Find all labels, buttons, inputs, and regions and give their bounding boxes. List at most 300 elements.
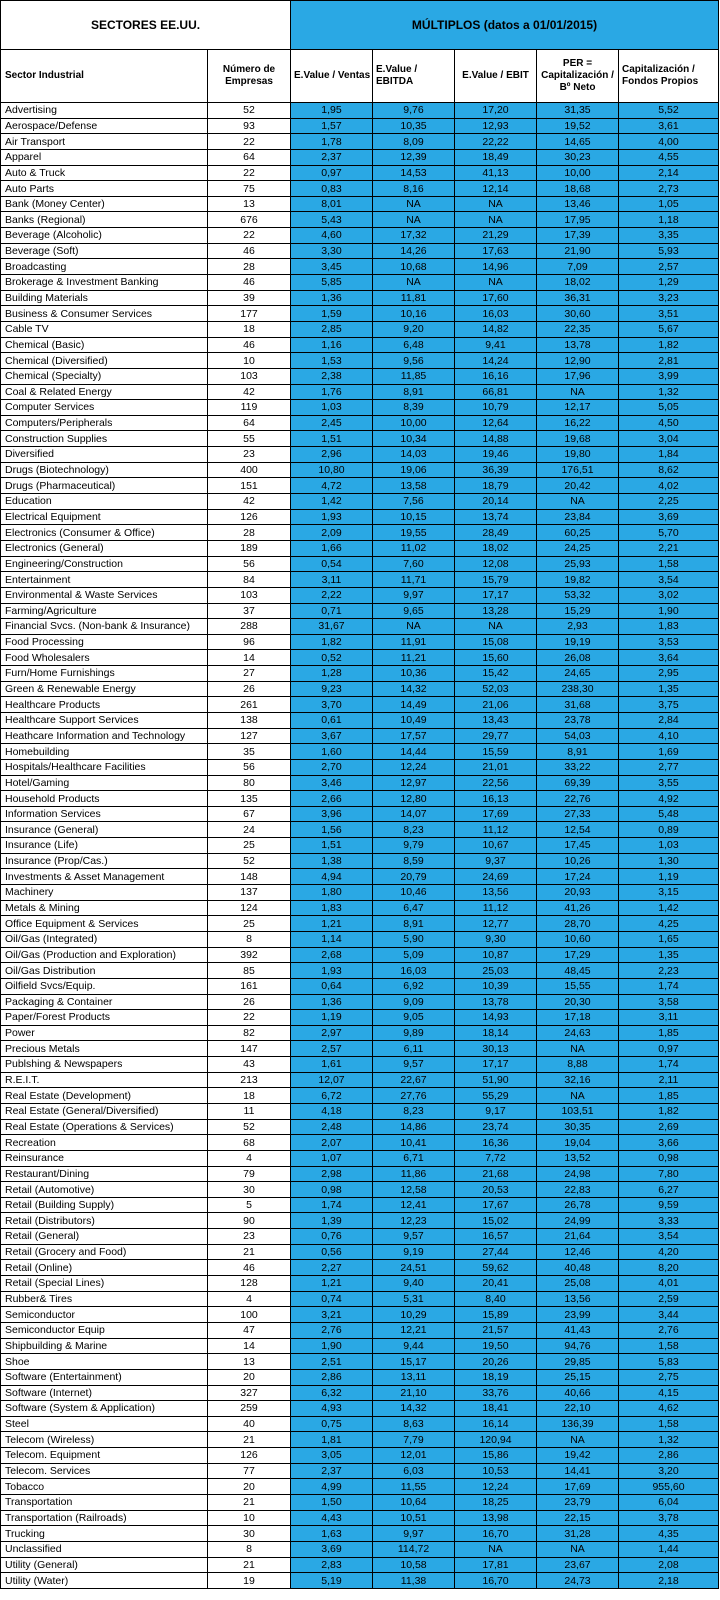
num-firms-cell: 8 <box>208 1541 291 1557</box>
sector-name-cell: Auto & Truck <box>1 165 208 181</box>
num-firms-cell: 261 <box>208 697 291 713</box>
cap-equity-cell: 5,52 <box>619 103 719 119</box>
ev-sales-cell: 2,45 <box>291 415 373 431</box>
num-firms-cell: 42 <box>208 384 291 400</box>
sector-name-cell: Telecom. Equipment <box>1 1448 208 1464</box>
table-row <box>1 1354 719 1370</box>
sector-name-cell: Oil/Gas Distribution <box>1 963 208 979</box>
cap-equity-cell: 8,20 <box>619 1260 719 1276</box>
num-firms-cell: 676 <box>208 212 291 228</box>
ev-sales-cell: 1,93 <box>291 509 373 525</box>
per-cell: 20,93 <box>537 885 619 901</box>
sector-name-cell: Computer Services <box>1 400 208 416</box>
table-row <box>1 243 719 259</box>
cap-equity-cell: 2,76 <box>619 1322 719 1338</box>
per-cell: 10,60 <box>537 931 619 947</box>
cap-equity-cell: 3,02 <box>619 587 719 603</box>
ev-sales-cell: 3,67 <box>291 728 373 744</box>
ev-ebit-cell: 21,01 <box>455 759 537 775</box>
ev-ebit-cell: 15,79 <box>455 572 537 588</box>
cap-equity-cell: 5,67 <box>619 321 719 337</box>
ev-sales-cell: 0,52 <box>291 650 373 666</box>
sector-name-cell: Chemical (Diversified) <box>1 353 208 369</box>
num-firms-cell: 259 <box>208 1401 291 1417</box>
ev-ebit-cell: 15,60 <box>455 650 537 666</box>
ev-ebit-cell: 12,64 <box>455 415 537 431</box>
sector-name-cell: Insurance (Prop/Cas.) <box>1 853 208 869</box>
sector-name-cell: Software (Entertainment) <box>1 1369 208 1385</box>
ev-ebit-cell: 18,49 <box>455 149 537 165</box>
num-firms-cell: 52 <box>208 853 291 869</box>
table-row <box>1 759 719 775</box>
per-cell: 14,41 <box>537 1463 619 1479</box>
per-cell: 2,93 <box>537 619 619 635</box>
table-row <box>1 634 719 650</box>
ev-sales-cell: 6,32 <box>291 1385 373 1401</box>
ev-ebitda-cell: 114,72 <box>373 1541 455 1557</box>
ev-sales-cell: 1,60 <box>291 744 373 760</box>
sector-name-cell: Trucking <box>1 1526 208 1542</box>
ev-ebit-cell: 18,19 <box>455 1369 537 1385</box>
ev-ebitda-cell: 11,86 <box>373 1166 455 1182</box>
sector-name-cell: Real Estate (General/Diversified) <box>1 1104 208 1120</box>
ev-ebit-cell: 12,93 <box>455 118 537 134</box>
ev-ebitda-cell: 19,06 <box>373 462 455 478</box>
num-firms-cell: 138 <box>208 712 291 728</box>
ev-ebit-cell: 17,17 <box>455 1057 537 1073</box>
ev-ebitda-cell: 9,76 <box>373 103 455 119</box>
sector-name-cell: Semiconductor Equip <box>1 1322 208 1338</box>
table-row <box>1 118 719 134</box>
num-firms-cell: 4 <box>208 1291 291 1307</box>
sector-name-cell: Real Estate (Operations & Services) <box>1 1119 208 1135</box>
ev-sales-cell: 3,11 <box>291 572 373 588</box>
per-cell: 17,24 <box>537 869 619 885</box>
cap-equity-cell: 3,53 <box>619 634 719 650</box>
ev-ebit-cell: NA <box>455 275 537 291</box>
sector-name-cell: Furn/Home Furnishings <box>1 666 208 682</box>
per-cell: 13,52 <box>537 1150 619 1166</box>
num-firms-cell: 64 <box>208 415 291 431</box>
cap-equity-cell: 4,01 <box>619 1276 719 1292</box>
ev-ebit-cell: 22,56 <box>455 775 537 791</box>
ev-ebitda-cell: 8,16 <box>373 181 455 197</box>
ev-ebitda-cell: 6,47 <box>373 900 455 916</box>
ev-ebitda-cell: NA <box>373 196 455 212</box>
sector-name-cell: Restaurant/Dining <box>1 1166 208 1182</box>
cap-equity-cell: 3,99 <box>619 368 719 384</box>
sector-name-cell: Telecom (Wireless) <box>1 1432 208 1448</box>
table-row <box>1 1401 719 1417</box>
table-row <box>1 1479 719 1495</box>
ev-ebitda-cell: 27,76 <box>373 1088 455 1104</box>
ev-ebitda-cell: 9,44 <box>373 1338 455 1354</box>
col-header-ev-sales: E.Value / Ventas <box>291 50 373 103</box>
table-row <box>1 447 719 463</box>
ev-sales-cell: 2,70 <box>291 759 373 775</box>
ev-ebitda-cell: 14,32 <box>373 1401 455 1417</box>
col-header-sector: Sector Industrial <box>1 50 208 103</box>
cap-equity-cell: 2,86 <box>619 1448 719 1464</box>
ev-sales-cell: 1,81 <box>291 1432 373 1448</box>
num-firms-cell: 22 <box>208 165 291 181</box>
per-cell: 26,78 <box>537 1197 619 1213</box>
table-row <box>1 1322 719 1338</box>
cap-equity-cell: 4,55 <box>619 149 719 165</box>
ev-ebit-cell: 16,16 <box>455 368 537 384</box>
ev-ebit-cell: 14,96 <box>455 259 537 275</box>
sector-name-cell: Retail (Automotive) <box>1 1182 208 1198</box>
ev-ebitda-cell: 14,49 <box>373 697 455 713</box>
cap-equity-cell: 1,69 <box>619 744 719 760</box>
sector-name-cell: Information Services <box>1 806 208 822</box>
per-cell: 41,43 <box>537 1322 619 1338</box>
cap-equity-cell: 4,35 <box>619 1526 719 1542</box>
num-firms-cell: 27 <box>208 666 291 682</box>
ev-sales-cell: 0,61 <box>291 712 373 728</box>
ev-sales-cell: 10,80 <box>291 462 373 478</box>
num-firms-cell: 14 <box>208 1338 291 1354</box>
cap-equity-cell: 1,32 <box>619 384 719 400</box>
ev-ebitda-cell: 9,09 <box>373 994 455 1010</box>
table-row <box>1 1541 719 1557</box>
per-cell: 31,68 <box>537 697 619 713</box>
per-cell: 12,17 <box>537 400 619 416</box>
ev-ebitda-cell: 10,41 <box>373 1135 455 1151</box>
ev-ebitda-cell: 14,44 <box>373 744 455 760</box>
ev-sales-cell: 1,28 <box>291 666 373 682</box>
title-row <box>1 1 719 50</box>
sector-name-cell: Transportation (Railroads) <box>1 1510 208 1526</box>
ev-ebitda-cell: 12,01 <box>373 1448 455 1464</box>
ev-ebit-cell: 21,06 <box>455 697 537 713</box>
ev-ebit-cell: 7,72 <box>455 1150 537 1166</box>
col-header-ev-ebitda: E.Value / EBITDA <box>373 50 455 103</box>
per-cell: 8,91 <box>537 744 619 760</box>
ev-ebitda-cell: 8,39 <box>373 400 455 416</box>
cap-equity-cell: 1,18 <box>619 212 719 228</box>
ev-ebit-cell: 17,81 <box>455 1557 537 1573</box>
ev-ebit-cell: 16,03 <box>455 306 537 322</box>
per-cell: 60,25 <box>537 525 619 541</box>
sector-name-cell: Healthcare Products <box>1 697 208 713</box>
cap-equity-cell: 5,70 <box>619 525 719 541</box>
ev-sales-cell: 5,43 <box>291 212 373 228</box>
cap-equity-cell: 1,32 <box>619 1432 719 1448</box>
per-cell: 24,63 <box>537 1025 619 1041</box>
ev-ebit-cell: 14,82 <box>455 321 537 337</box>
ev-ebit-cell: 29,77 <box>455 728 537 744</box>
ev-ebit-cell: 15,02 <box>455 1213 537 1229</box>
ev-sales-cell: 0,71 <box>291 603 373 619</box>
num-firms-cell: 84 <box>208 572 291 588</box>
ev-sales-cell: 3,45 <box>291 259 373 275</box>
ev-sales-cell: 3,69 <box>291 1541 373 1557</box>
sector-name-cell: Unclassified <box>1 1541 208 1557</box>
sector-name-cell: Drugs (Pharmaceutical) <box>1 478 208 494</box>
table-row <box>1 1057 719 1073</box>
cap-equity-cell: 7,80 <box>619 1166 719 1182</box>
sector-name-cell: Hotel/Gaming <box>1 775 208 791</box>
sector-name-cell: Electronics (Consumer & Office) <box>1 525 208 541</box>
ev-ebit-cell: 13,43 <box>455 712 537 728</box>
ev-ebitda-cell: 11,02 <box>373 540 455 556</box>
table-row <box>1 791 719 807</box>
table-row <box>1 1182 719 1198</box>
num-firms-cell: 37 <box>208 603 291 619</box>
sector-name-cell: Chemical (Specialty) <box>1 368 208 384</box>
sector-name-cell: Reinsurance <box>1 1150 208 1166</box>
num-firms-cell: 30 <box>208 1182 291 1198</box>
cap-equity-cell: 1,90 <box>619 603 719 619</box>
table-row <box>1 525 719 541</box>
ev-sales-cell: 2,09 <box>291 525 373 541</box>
sector-name-cell: Aerospace/Defense <box>1 118 208 134</box>
table-row <box>1 1495 719 1511</box>
num-firms-cell: 80 <box>208 775 291 791</box>
cap-equity-cell: 1,74 <box>619 1057 719 1073</box>
cap-equity-cell: 2,77 <box>619 759 719 775</box>
sector-name-cell: Brokerage & Investment Banking <box>1 275 208 291</box>
ev-sales-cell: 1,53 <box>291 353 373 369</box>
ev-ebitda-cell: 11,21 <box>373 650 455 666</box>
sector-name-cell: Precious Metals <box>1 1041 208 1057</box>
ev-ebit-cell: 8,40 <box>455 1291 537 1307</box>
per-cell: 17,39 <box>537 228 619 244</box>
num-firms-cell: 26 <box>208 994 291 1010</box>
ev-ebit-cell: 16,70 <box>455 1526 537 1542</box>
table-row <box>1 1088 719 1104</box>
cap-equity-cell: 5,83 <box>619 1354 719 1370</box>
sector-name-cell: Recreation <box>1 1135 208 1151</box>
per-cell: 23,99 <box>537 1307 619 1323</box>
ev-ebit-cell: 28,49 <box>455 525 537 541</box>
sector-name-cell: Education <box>1 494 208 510</box>
ev-ebitda-cell: 6,11 <box>373 1041 455 1057</box>
cap-equity-cell: 1,35 <box>619 681 719 697</box>
ev-ebit-cell: 18,02 <box>455 540 537 556</box>
per-cell: 53,32 <box>537 587 619 603</box>
cap-equity-cell: 2,21 <box>619 540 719 556</box>
ev-ebitda-cell: NA <box>373 212 455 228</box>
per-cell: 33,22 <box>537 759 619 775</box>
ev-sales-cell: 1,90 <box>291 1338 373 1354</box>
ev-ebitda-cell: 10,51 <box>373 1510 455 1526</box>
sector-name-cell: Homebuilding <box>1 744 208 760</box>
ev-ebit-cell: 13,28 <box>455 603 537 619</box>
ev-ebitda-cell: 13,11 <box>373 1369 455 1385</box>
ev-sales-cell: 0,83 <box>291 181 373 197</box>
ev-sales-cell: 1,39 <box>291 1213 373 1229</box>
ev-ebitda-cell: 19,55 <box>373 525 455 541</box>
num-firms-cell: 24 <box>208 822 291 838</box>
num-firms-cell: 103 <box>208 587 291 603</box>
cap-equity-cell: 4,02 <box>619 478 719 494</box>
ev-sales-cell: 1,16 <box>291 337 373 353</box>
ev-ebit-cell: 13,98 <box>455 1510 537 1526</box>
ev-sales-cell: 0,64 <box>291 978 373 994</box>
ev-ebit-cell: 14,93 <box>455 1010 537 1026</box>
num-firms-cell: 40 <box>208 1416 291 1432</box>
per-cell: 20,42 <box>537 478 619 494</box>
per-cell: 20,30 <box>537 994 619 1010</box>
ev-ebit-cell: 17,69 <box>455 806 537 822</box>
cap-equity-cell: 3,66 <box>619 1135 719 1151</box>
num-firms-cell: 189 <box>208 540 291 556</box>
per-cell: 15,29 <box>537 603 619 619</box>
ev-sales-cell: 2,57 <box>291 1041 373 1057</box>
sector-name-cell: Publshing & Newspapers <box>1 1057 208 1073</box>
ev-ebit-cell: 13,56 <box>455 885 537 901</box>
cap-equity-cell: 3,51 <box>619 306 719 322</box>
ev-ebitda-cell: 5,31 <box>373 1291 455 1307</box>
ev-ebitda-cell: 10,35 <box>373 118 455 134</box>
per-cell: NA <box>537 1432 619 1448</box>
ev-ebit-cell: 24,69 <box>455 869 537 885</box>
ev-ebit-cell: 12,24 <box>455 1479 537 1495</box>
ev-sales-cell: 1,59 <box>291 306 373 322</box>
table-row <box>1 1369 719 1385</box>
ev-ebitda-cell: 10,58 <box>373 1557 455 1573</box>
ev-ebit-cell: 10,79 <box>455 400 537 416</box>
table-row <box>1 415 719 431</box>
num-firms-cell: 5 <box>208 1197 291 1213</box>
ev-ebitda-cell: 9,97 <box>373 1526 455 1542</box>
table-row <box>1 681 719 697</box>
per-cell: 21,90 <box>537 243 619 259</box>
table-row <box>1 1338 719 1354</box>
cap-equity-cell: 2,08 <box>619 1557 719 1573</box>
cap-equity-cell: 1,85 <box>619 1088 719 1104</box>
table-row <box>1 603 719 619</box>
sector-name-cell: Office Equipment & Services <box>1 916 208 932</box>
ev-ebit-cell: 21,68 <box>455 1166 537 1182</box>
ev-ebitda-cell: 8,09 <box>373 134 455 150</box>
table-row <box>1 556 719 572</box>
table-row <box>1 368 719 384</box>
table-row <box>1 1416 719 1432</box>
ev-sales-cell: 8,01 <box>291 196 373 212</box>
cap-equity-cell: 4,92 <box>619 791 719 807</box>
sector-name-cell: Hospitals/Healthcare Facilities <box>1 759 208 775</box>
sector-name-cell: Household Products <box>1 791 208 807</box>
table-row <box>1 775 719 791</box>
sector-name-cell: Utility (Water) <box>1 1573 208 1589</box>
table-row <box>1 1025 719 1041</box>
ev-ebit-cell: 20,53 <box>455 1182 537 1198</box>
ev-sales-cell: 3,96 <box>291 806 373 822</box>
ev-ebitda-cell: 12,41 <box>373 1197 455 1213</box>
cap-equity-cell: 1,58 <box>619 1338 719 1354</box>
num-firms-cell: 22 <box>208 134 291 150</box>
sector-name-cell: Telecom. Services <box>1 1463 208 1479</box>
ev-ebitda-cell: 11,85 <box>373 368 455 384</box>
table-row <box>1 321 719 337</box>
ev-sales-cell: 2,22 <box>291 587 373 603</box>
num-firms-cell: 67 <box>208 806 291 822</box>
num-firms-cell: 126 <box>208 509 291 525</box>
table-row <box>1 134 719 150</box>
cap-equity-cell: 2,25 <box>619 494 719 510</box>
ev-ebitda-cell: 20,79 <box>373 869 455 885</box>
cap-equity-cell: 2,81 <box>619 353 719 369</box>
num-firms-cell: 39 <box>208 290 291 306</box>
table-row <box>1 1104 719 1120</box>
sector-name-cell: Heathcare Information and Technology <box>1 728 208 744</box>
num-firms-cell: 21 <box>208 1557 291 1573</box>
ev-ebitda-cell: 17,32 <box>373 228 455 244</box>
per-cell: 19,82 <box>537 572 619 588</box>
ev-ebitda-cell: 21,10 <box>373 1385 455 1401</box>
ev-ebit-cell: 14,24 <box>455 353 537 369</box>
per-cell: 19,42 <box>537 1448 619 1464</box>
cap-equity-cell: 1,44 <box>619 1541 719 1557</box>
per-cell: 30,23 <box>537 149 619 165</box>
num-firms-cell: 30 <box>208 1526 291 1542</box>
per-cell: 69,39 <box>537 775 619 791</box>
ev-ebitda-cell: 7,79 <box>373 1432 455 1448</box>
num-firms-cell: 147 <box>208 1041 291 1057</box>
num-firms-cell: 46 <box>208 1260 291 1276</box>
table-body <box>1 103 719 1589</box>
ev-sales-cell: 1,19 <box>291 1010 373 1026</box>
ev-ebit-cell: 18,79 <box>455 478 537 494</box>
cap-equity-cell: 0,97 <box>619 1041 719 1057</box>
num-firms-cell: 400 <box>208 462 291 478</box>
ev-ebitda-cell: 12,21 <box>373 1322 455 1338</box>
sector-name-cell: Coal & Related Energy <box>1 384 208 400</box>
ev-ebit-cell: 15,86 <box>455 1448 537 1464</box>
per-cell: 15,55 <box>537 978 619 994</box>
num-firms-cell: 126 <box>208 1448 291 1464</box>
table-row <box>1 572 719 588</box>
num-firms-cell: 21 <box>208 1432 291 1448</box>
cap-equity-cell: 3,35 <box>619 228 719 244</box>
table-row <box>1 384 719 400</box>
per-cell: 23,78 <box>537 712 619 728</box>
ev-ebitda-cell: 12,80 <box>373 791 455 807</box>
cap-equity-cell: 1,03 <box>619 838 719 854</box>
cap-equity-cell: 2,75 <box>619 1369 719 1385</box>
ev-ebit-cell: 20,41 <box>455 1276 537 1292</box>
table-row <box>1 1244 719 1260</box>
per-cell: 21,64 <box>537 1229 619 1245</box>
ev-ebit-cell: 15,08 <box>455 634 537 650</box>
ev-sales-cell: 2,27 <box>291 1260 373 1276</box>
cap-equity-cell: 5,05 <box>619 400 719 416</box>
table-row <box>1 666 719 682</box>
per-cell: 17,69 <box>537 1479 619 1495</box>
ev-sales-cell: 3,46 <box>291 775 373 791</box>
cap-equity-cell: 3,15 <box>619 885 719 901</box>
ev-sales-cell: 1,36 <box>291 290 373 306</box>
sector-name-cell: Steel <box>1 1416 208 1432</box>
per-cell: 24,98 <box>537 1166 619 1182</box>
ev-ebit-cell: 15,42 <box>455 666 537 682</box>
ev-ebit-cell: 17,63 <box>455 243 537 259</box>
table-row <box>1 931 719 947</box>
ev-sales-cell: 3,05 <box>291 1448 373 1464</box>
ev-ebit-cell: NA <box>455 212 537 228</box>
ev-sales-cell: 2,86 <box>291 1369 373 1385</box>
ev-ebitda-cell: 8,23 <box>373 822 455 838</box>
num-firms-cell: 79 <box>208 1166 291 1182</box>
cap-equity-cell: 4,50 <box>619 415 719 431</box>
cap-equity-cell: 3,20 <box>619 1463 719 1479</box>
ev-ebitda-cell: 11,55 <box>373 1479 455 1495</box>
ev-ebit-cell: 10,53 <box>455 1463 537 1479</box>
per-cell: 17,95 <box>537 212 619 228</box>
